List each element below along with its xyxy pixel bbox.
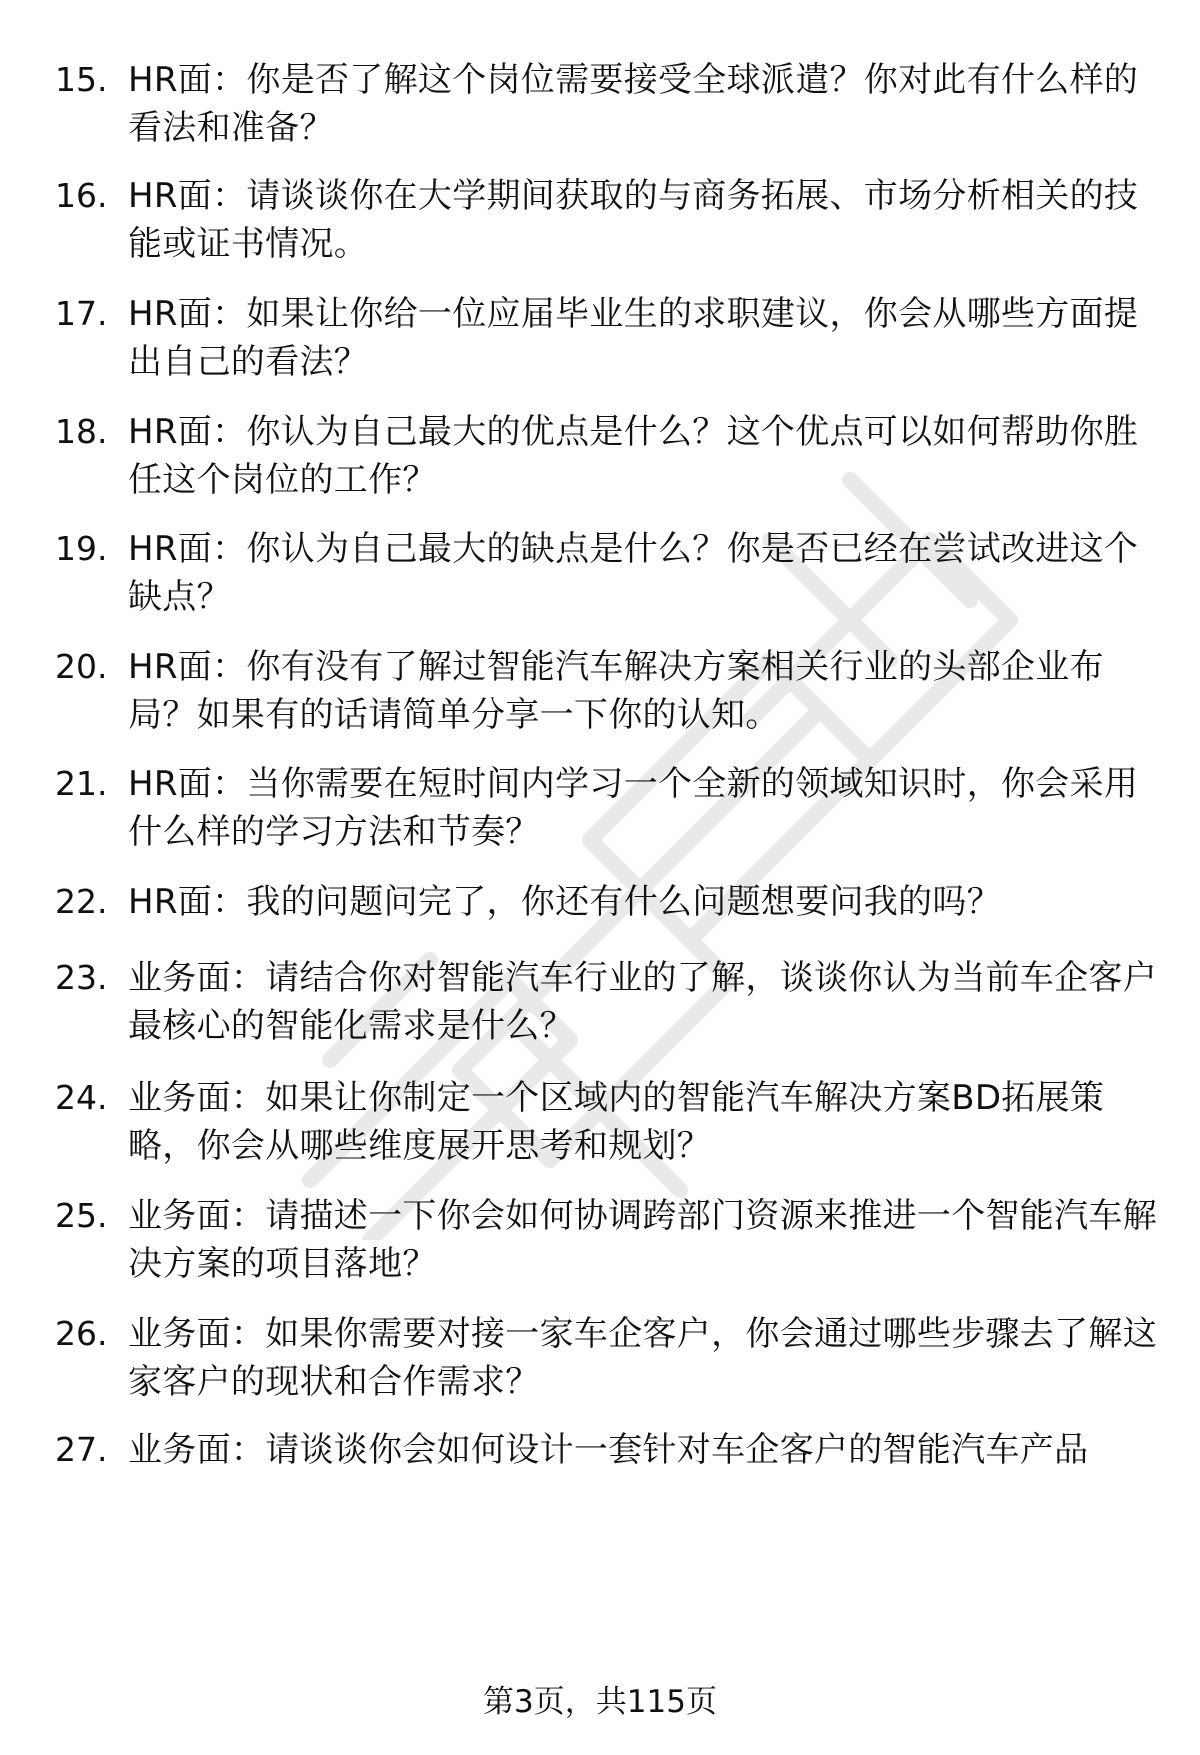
question-number: 23. [55,958,108,997]
question-number: 19. [55,529,108,568]
question-text: HR面：当你需要在短时间内学习一个全新的领域知识时，你会采用什么样的学习方法和节奏？ [128,764,1139,852]
question-number: 17. [55,294,108,333]
question-number: 16. [55,176,108,215]
question-text: HR面：你有没有了解过智能汽车解决方案相关行业的头部企业布局？如果有的话请简单分享一下你的认知。 [128,647,1104,735]
page-footer: 第3页，共115页 [483,1684,717,1720]
question-text: 业务面：请谈谈你会如何设计一套针对车企客户的智能汽车产品 [128,1430,1089,1470]
question-text: HR面：我的问题问完了，你还有什么问题想要问我的吗？ [128,882,1001,922]
question-number: 21. [55,764,108,803]
question-text: HR面：你认为自己最大的缺点是什么？你是否已经在尝试改进这个缺点？ [128,529,1139,617]
question-text: 业务面：请描述一下你会如何协调跨部门资源来推进一个智能汽车解决方案的项目落地？ [128,1196,1157,1284]
question-number: 26. [55,1314,108,1353]
question-number: 25. [55,1196,108,1235]
question-text: HR面：如果让你给一位应届毕业生的求职建议，你会从哪些方面提出自己的看法？ [128,294,1139,382]
question-text: 业务面：如果让你制定一个区域内的智能汽车解决方案BD拓展策略，你会从哪些维度展开思考和规划？ [128,1078,1105,1166]
question-number: 24. [55,1078,108,1117]
question-number: 18. [55,412,108,451]
question-text: HR面：请谈谈你在大学期间获取的与商务拓展、市场分析相关的技能或证书情况。 [128,176,1139,264]
question-number: 20. [55,647,108,686]
question-number: 22. [55,882,108,921]
question-text: 业务面：如果你需要对接一家车企客户，你会通过哪些步骤去了解这家客户的现状和合作需求？ [128,1314,1157,1402]
question-text: HR面：你认为自己最大的优点是什么？这个优点可以如何帮助你胜任这个岗位的工作？ [128,412,1139,500]
question-text: HR面：你是否了解这个岗位需要接受全球派遣？你对此有什么样的看法和准备？ [128,60,1139,148]
question-number: 27. [55,1430,108,1469]
question-text: 业务面：请结合你对智能汽车行业的了解，谈谈你认为当前车企客户最核心的智能化需求是什么？ [128,958,1157,1046]
question-number: 15. [55,60,108,99]
